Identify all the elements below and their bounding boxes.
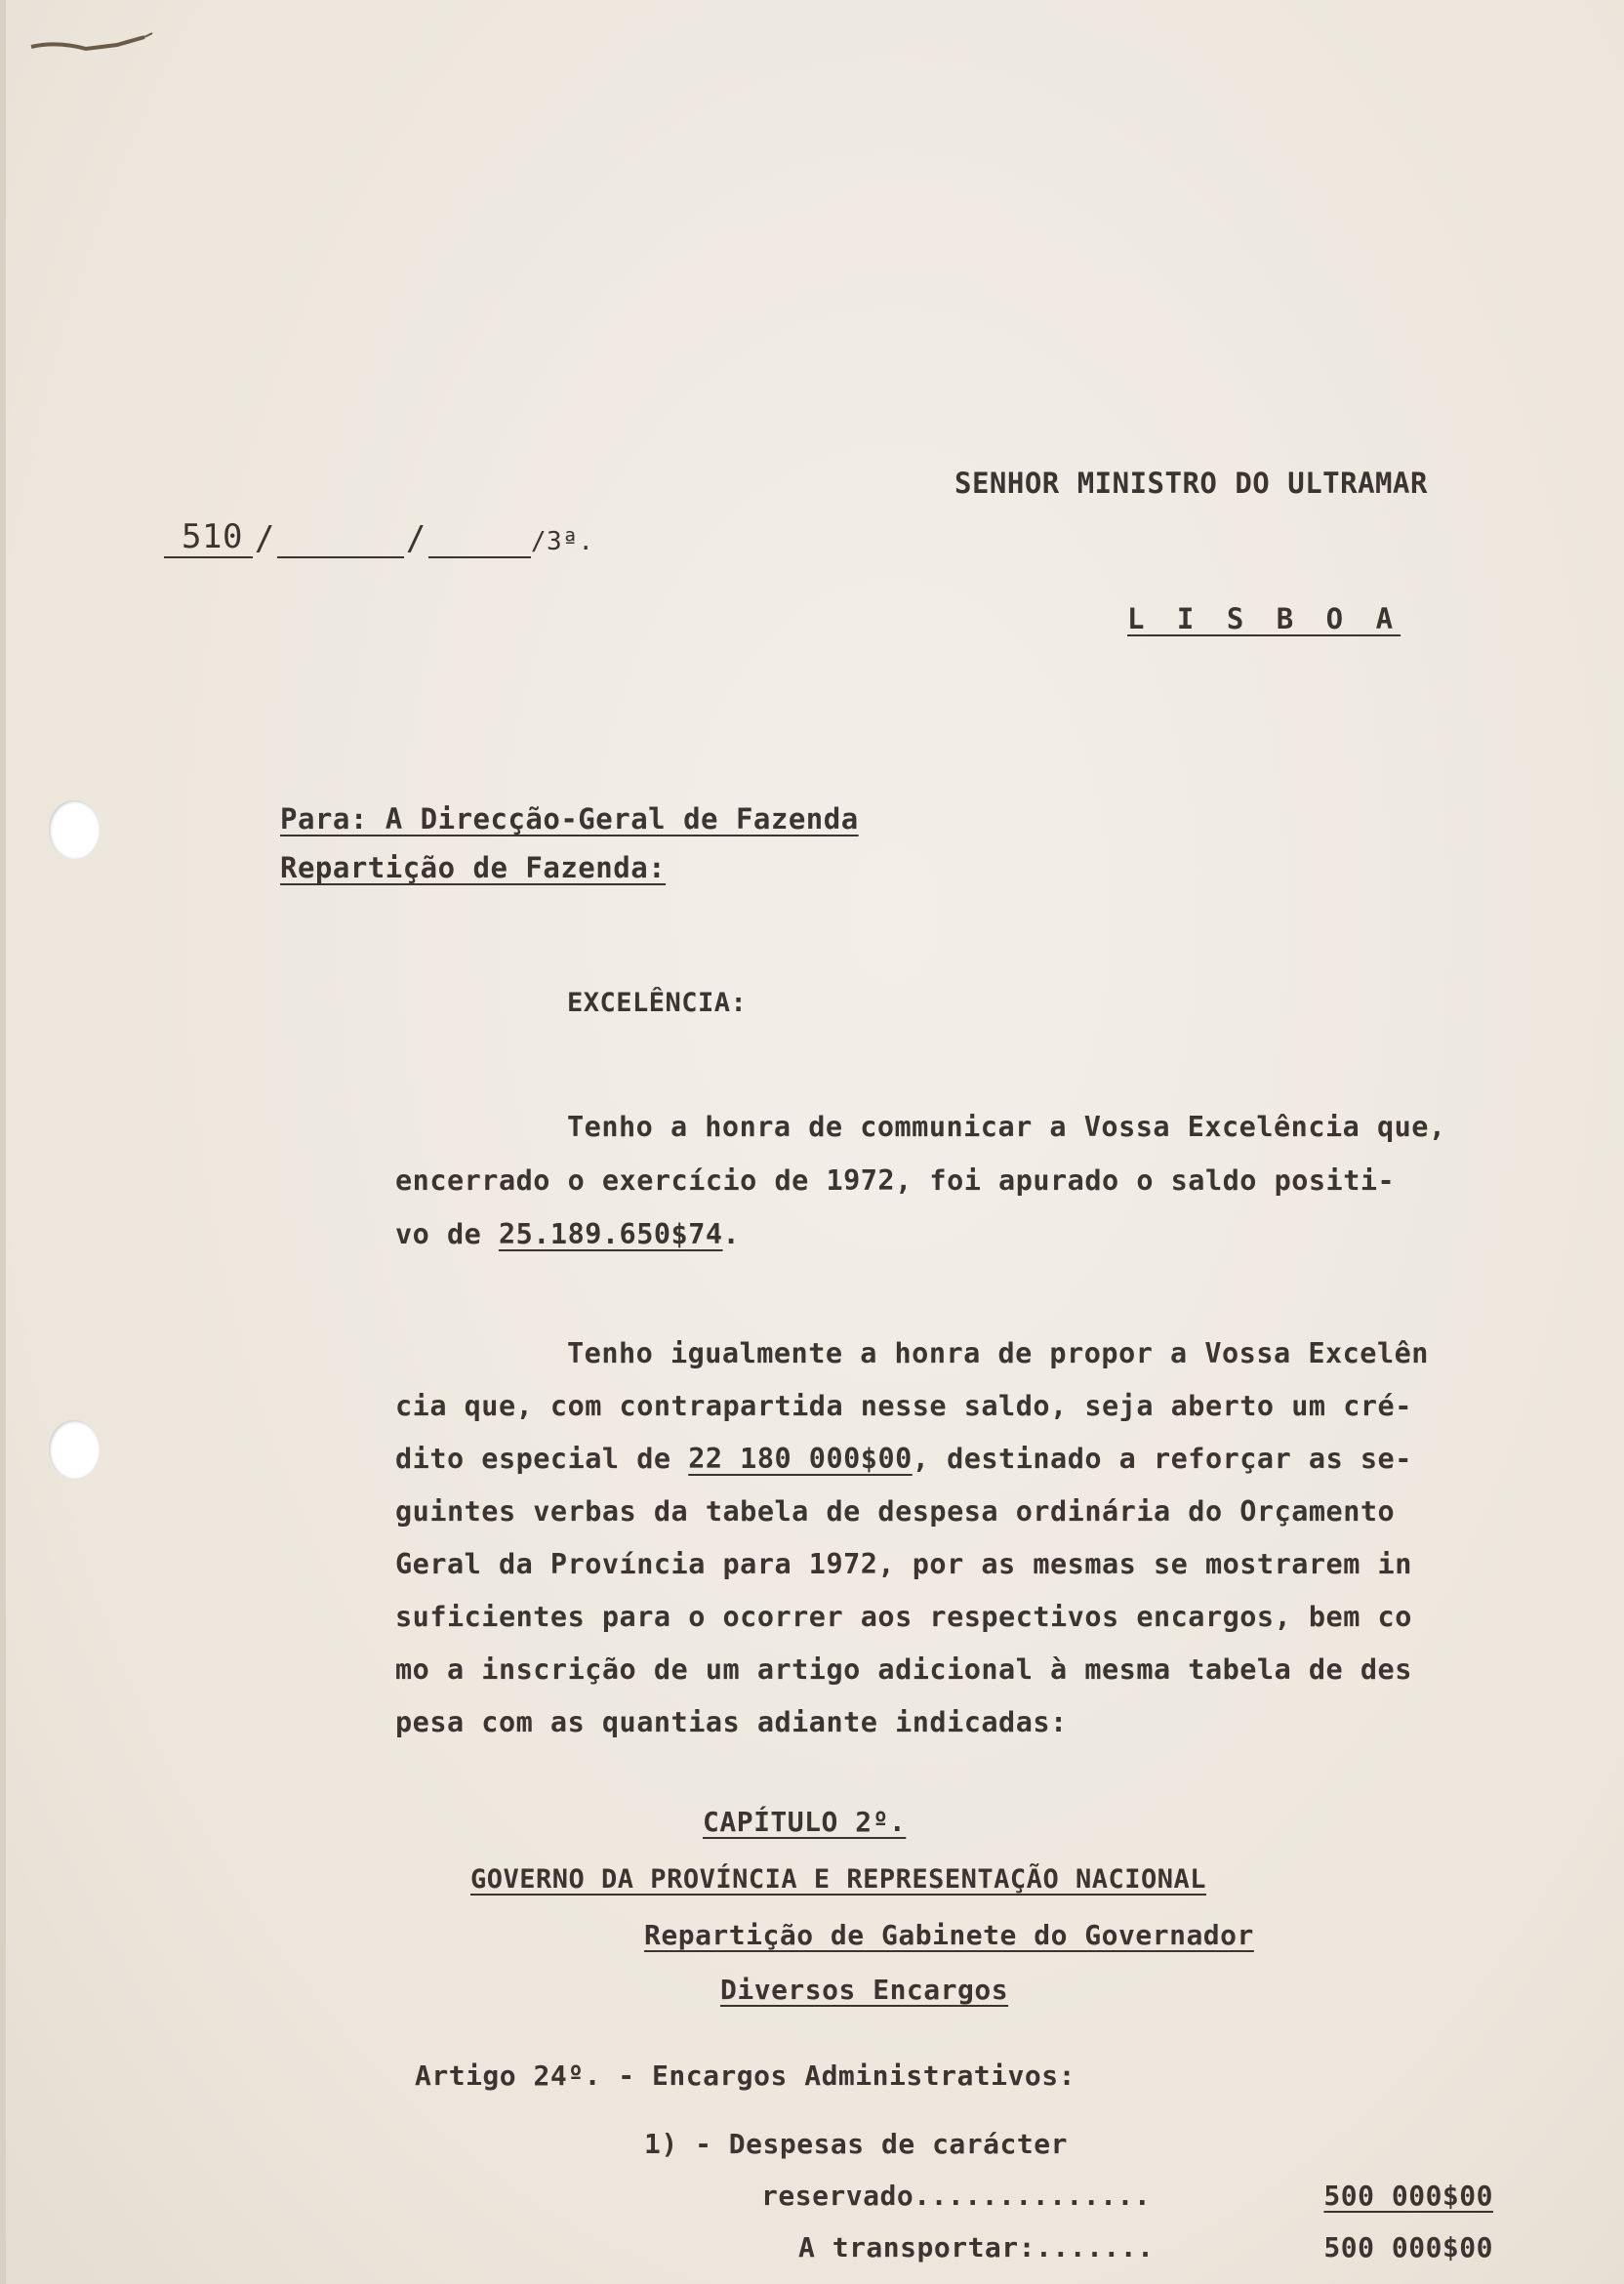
- para-line-1: Para: A Direcção-Geral de Fazenda: [280, 802, 859, 836]
- paragraph-1-end: .: [722, 1218, 741, 1250]
- paragraph-1-line-3-text: vo de: [395, 1218, 499, 1250]
- ref-blank-1: [277, 527, 404, 558]
- staple-mark: [27, 29, 164, 68]
- paragraph-2-line-7: mo a inscrição de um artigo adicional à mesma tabela de des: [395, 1653, 1412, 1686]
- chapter-title: CAPÍTULO 2º.: [703, 1806, 907, 1838]
- punch-hole-bottom: [49, 1420, 100, 1479]
- paragraph-1-line-2: encerrado o exercício de 1972, foi apurado o saldo positi-: [395, 1164, 1396, 1197]
- paragraph-2-line-3b: , destinado a reforçar as se-: [912, 1443, 1412, 1475]
- paragraph-2-line-4: guintes verbas da tabela de despesa ordinária do Orçamento: [395, 1495, 1396, 1528]
- paragraph-2-line-2: cia que, com contrapartida nesse saldo, seja aberto um cré-: [395, 1390, 1412, 1422]
- paragraph-2-line-1: Tenho igualmente a honra de propor a Vossa Excelên: [567, 1337, 1429, 1369]
- chapter-line-1: GOVERNO DA PROVÍNCIA E REPRESENTAÇÃO NACIONAL: [470, 1864, 1206, 1895]
- ref-number: 510: [164, 517, 253, 558]
- paragraph-2-line-3: [395, 1443, 1412, 1475]
- article-item: 1) - Despesas de carácter: [644, 2128, 1068, 2160]
- addressee: SENHOR MINISTRO DO ULTRAMAR: [954, 467, 1428, 500]
- credit-amount: 22 180 000$00: [688, 1443, 913, 1475]
- reference-number: [164, 517, 594, 558]
- chapter-line-2: Repartição de Gabinete do Governador: [644, 1919, 1254, 1951]
- paragraph-2-line-5: Geral da Província para 1972, por as mesmas se mostrarem in: [395, 1548, 1412, 1580]
- ref-suffix: /3ª.: [530, 527, 594, 556]
- punch-hole-top: [49, 800, 100, 859]
- ref-sep-2: /: [405, 519, 426, 558]
- salutation: EXCELÊNCIA:: [567, 988, 748, 1018]
- para-line-2: Repartição de Fazenda:: [280, 851, 667, 884]
- transport-value: 500 000$00: [1323, 2231, 1493, 2264]
- chapter-line-3: Diversos Encargos: [720, 1974, 1009, 2006]
- article-item-continued: reservado..............: [761, 2180, 1152, 2212]
- article-heading: Artigo 24º. - Encargos Administrativos:: [415, 2060, 1076, 2092]
- ref-sep-1: /: [254, 519, 275, 558]
- paragraph-2-line-6: suficientes para o ocorrer aos respectivos encargos, bem co: [395, 1601, 1412, 1633]
- paragraph-1-line-3: [395, 1218, 740, 1250]
- paragraph-2-line-3a: dito especial de: [395, 1443, 689, 1475]
- article-item-value: 500 000$00: [1323, 2180, 1493, 2212]
- page-edge: [0, 0, 6, 2284]
- balance-amount: 25.189.650$74: [498, 1218, 723, 1250]
- city: L I S B O A: [1127, 602, 1401, 635]
- ref-blank-2: [428, 527, 531, 558]
- paragraph-2-line-8: pesa com as quantias adiante indicadas:: [395, 1706, 1068, 1738]
- transport-label: A transportar:.......: [798, 2231, 1155, 2264]
- paragraph-1-line-1: Tenho a honra de communicar a Vossa Excelência que,: [567, 1111, 1446, 1143]
